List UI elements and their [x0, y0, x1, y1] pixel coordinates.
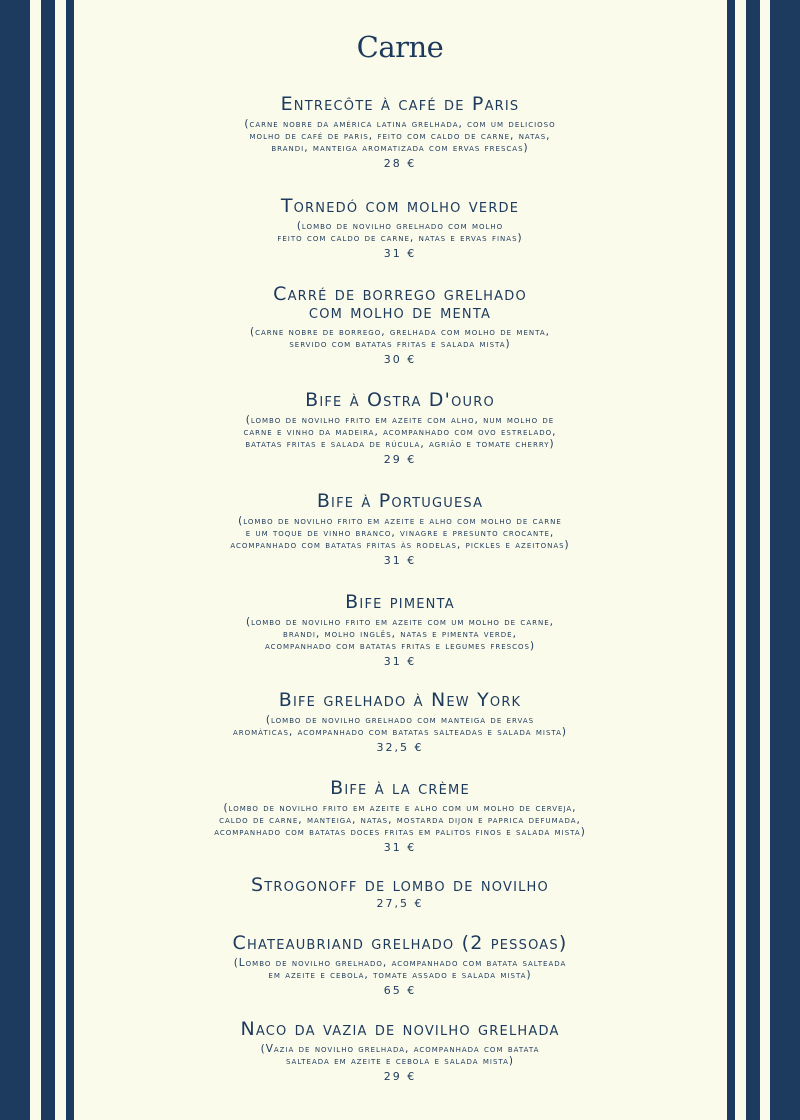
item-price: 29 €	[383, 1070, 417, 1083]
section-title: Carne	[356, 30, 444, 64]
description-line: acompanhado com batatas fritas e legumes frescos)	[264, 640, 536, 652]
right-border-stripe-middle	[746, 0, 760, 1120]
description-line: batatas fritas e salada de rúcula, agrião e tomate cherry)	[245, 438, 555, 450]
menu-item	[150, 492, 650, 567]
description-line: (lombo de novilho frito em azeite e alho com um molho de cerveja,	[223, 802, 577, 814]
item-description	[150, 616, 650, 652]
description-line: acompanhado com batatas fritas às rodelas, pickles e azeitonas)	[230, 539, 570, 551]
item-name: Bife à Portuguesa	[316, 490, 484, 512]
item-description	[150, 326, 650, 350]
description-line: (lombo de novilho frito em azeite com um molho de carne,	[246, 616, 554, 628]
item-description	[150, 1043, 650, 1067]
description-line: servido com batatas fritas e salada mista)	[289, 338, 511, 350]
menu-item	[150, 285, 650, 366]
description-line: (lombo de novilho grelhado com manteiga de ervas	[265, 714, 535, 726]
right-border-stripe-inner	[727, 0, 735, 1120]
description-line: acompanhado com batatas doces fritas em palitos finos e salada mista)	[214, 826, 586, 838]
menu-item	[150, 934, 650, 997]
item-price: 27,5 €	[376, 897, 424, 910]
item-description	[150, 802, 650, 838]
item-price: 32,5 €	[376, 741, 424, 754]
description-line: brandi, manteiga aromatizada com ervas frescas)	[271, 142, 529, 154]
item-description	[150, 515, 650, 551]
item-name: Tornedó com molho verde	[280, 195, 520, 217]
left-border-stripe-inner	[66, 0, 74, 1120]
item-price: 30 €	[383, 353, 417, 366]
description-line: (carne nobre de borrego, grelhada com molho de menta,	[249, 326, 550, 338]
item-price: 28 €	[383, 157, 417, 170]
left-border-stripe-outer	[0, 0, 30, 1120]
item-name: Naco da vazia de novilho grelhada	[240, 1018, 560, 1040]
description-line: caldo de carne, manteiga, natas, mostarda dijon e paprica defumada,	[219, 814, 581, 826]
left-border-stripe-middle	[41, 0, 55, 1120]
menu-item	[150, 95, 650, 170]
menu-item	[150, 1020, 650, 1083]
item-name-line-2: com molho de menta	[308, 301, 492, 323]
item-name: Bife à la crème	[330, 777, 470, 799]
description-line: em azeite e cebola, tomate assado e salada mista)	[268, 969, 532, 981]
description-line: brandi, molho inglês, natas e pimenta verde,	[283, 628, 517, 640]
item-price: 31 €	[383, 247, 417, 260]
item-name: Entrecôte à café de Paris	[280, 93, 520, 115]
item-description	[150, 220, 650, 244]
description-line: (lombo de novilho frito em azeite com alho, num molho de	[245, 414, 555, 426]
description-line: (Vazia de novilho grelhada, acompanhada com batata	[260, 1043, 540, 1055]
item-name: Carré de borrego grelhado	[273, 283, 527, 305]
item-name: Chateaubriand grelhado (2 pessoas)	[232, 932, 568, 954]
menu-item	[150, 391, 650, 466]
description-line: feito com caldo de carne, natas e ervas finas)	[277, 232, 523, 244]
item-name: Bife pimenta	[345, 591, 455, 613]
description-line: (carne nobre da américa latina grelhada, com um delicioso	[244, 118, 556, 130]
menu-item	[150, 197, 650, 260]
description-line: molho de café de paris, feito com caldo de carne, natas,	[249, 130, 551, 142]
item-name: Strogonoff de lombo de novilho	[251, 874, 549, 896]
item-price: 31 €	[383, 841, 417, 854]
item-name: Bife grelhado à New York	[278, 689, 522, 711]
menu-item	[150, 876, 650, 910]
item-description	[150, 714, 650, 738]
item-description	[150, 957, 650, 981]
description-line: salteada em azeite e cebola e salada mista)	[285, 1055, 515, 1067]
description-line: e um toque de vinho branco, vinagre e presunto crocante,	[245, 527, 555, 539]
description-line: (lombo de novilho frito em azeite e alho com molho de carne	[238, 515, 562, 527]
description-line: (Lombo de novilho grelhado, acompanhado com batata salteada	[233, 957, 567, 969]
item-price: 29 €	[383, 453, 417, 466]
description-line: carne e vinho da madeira, acompanhado com ovo estrelado,	[243, 426, 557, 438]
description-line: aromáticas, acompanhado com batatas salteadas e salada mista)	[232, 726, 568, 738]
item-price: 31 €	[383, 554, 417, 567]
description-line: (lombo de novilho grelhado com molho	[296, 220, 504, 232]
menu-item	[150, 593, 650, 668]
item-name: Bife à Ostra D'ouro	[305, 389, 495, 411]
menu-item	[150, 691, 650, 754]
item-description	[150, 414, 650, 450]
item-price: 31 €	[383, 655, 417, 668]
right-border-stripe-outer	[770, 0, 800, 1120]
item-description	[150, 118, 650, 154]
menu-item	[150, 779, 650, 854]
item-price: 65 €	[383, 984, 417, 997]
